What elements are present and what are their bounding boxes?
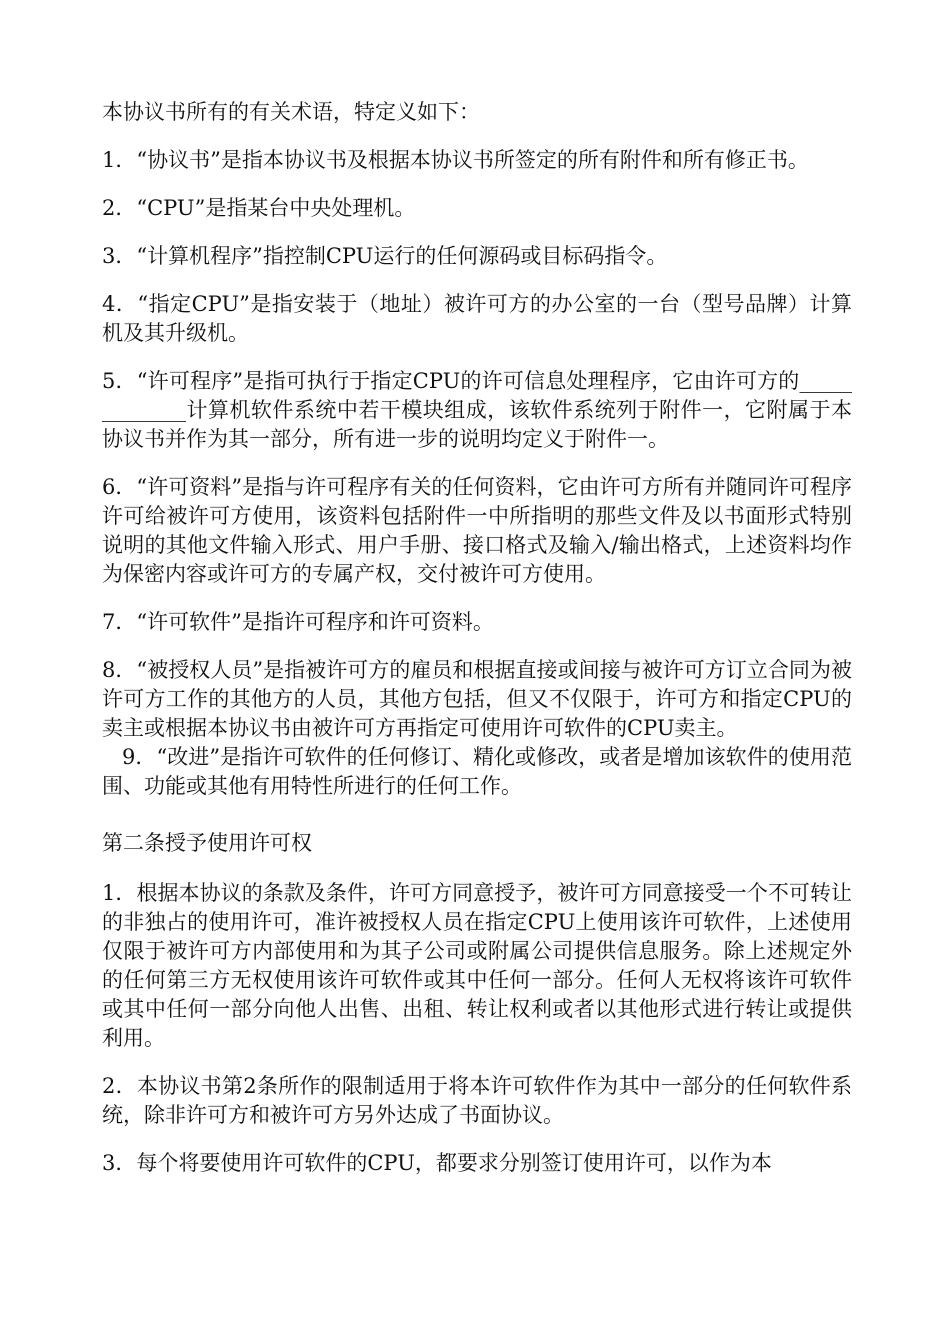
definition-6: 6．“许可资料”是指与许可程序有关的任何资料，它由许可方所有并随同许可程序许可给被许可方使用，该资料包括附件一中所指明的那些文件及以书面形式特别说明的其他文件输入形式、用户手册、接口格式及输入/输出格式，上述资料均作为保密内容或许可方的专属产权，交付被许可方使用。 <box>102 475 852 586</box>
document-body <box>102 98 852 1178</box>
definition-1: 1．“协议书”是指本协议书及根据本协议书所签定的所有附件和所有修正书。 <box>102 148 809 172</box>
definition-3: 3．“计算机程序”指控制CPU运行的任何源码或目标码指令。 <box>102 244 668 268</box>
section-two-item-1: 1．根据本协议的条款及条件，许可方同意授予，被许可方同意接受一个不可转让的非独占的使用许可，准许被授权人员在指定CPU上使用该许可软件，上述使用仅限于被许可方内部使用和为其子公司或附属公司提供信息服务。除上述规定外的任何第三方无权使用该许可软件或其中任何一部分。任何人无权将该许可软件或其中任何一部分向他人出售、出租、转让权利或者以其他形式进行转让或提供利用。 <box>102 881 852 1050</box>
definition-5: 5．“许可程序”是指可执行于指定CPU的许可信息处理程序，它由许可方的_____________计算机软件系统中若干模块组成，该软件系统列于附件一，它附属于本协议书并作为其一部分，所有进一步的说明均定义于附件一。 <box>102 369 852 451</box>
section-two-heading: 第二条授予使用许可权 <box>102 831 312 855</box>
definition-9: 9．“改进”是指许可软件的任何修订、精化或修改，或者是增加该软件的使用范围、功能或其他有用特性所进行的任何工作。 <box>102 745 852 798</box>
definition-4: 4．“指定CPU”是指安装于（地址）被许可方的办公室的一台（型号品牌）计算机及其升级机。 <box>102 292 852 345</box>
section-two-item-3: 3．每个将要使用许可软件的CPU，都要求分别签订使用许可，以作为本 <box>102 1151 772 1175</box>
intro-paragraph: 本协议书所有的有关术语，特定义如下： <box>102 100 480 124</box>
section-two-item-2: 2．本协议书第2条所作的限制适用于将本许可软件作为其中一部分的任何软件系统，除非许可方和被许可方另外达成了书面协议。 <box>102 1074 852 1127</box>
definition-2: 2．“CPU”是指某台中央处理机。 <box>102 196 416 220</box>
definition-7: 7．“许可软件”是指许可程序和许可资料。 <box>102 610 494 634</box>
definition-8: 8．“被授权人员”是指被许可方的雇员和根据直接或间接与被许可方订立合同为被许可方工作的其他方的人员，其他方包括，但又不仅限于，许可方和指定CPU的卖主或根据本协议书由被许可方再指定可使用许可软件的CPU卖主。 <box>102 658 852 740</box>
